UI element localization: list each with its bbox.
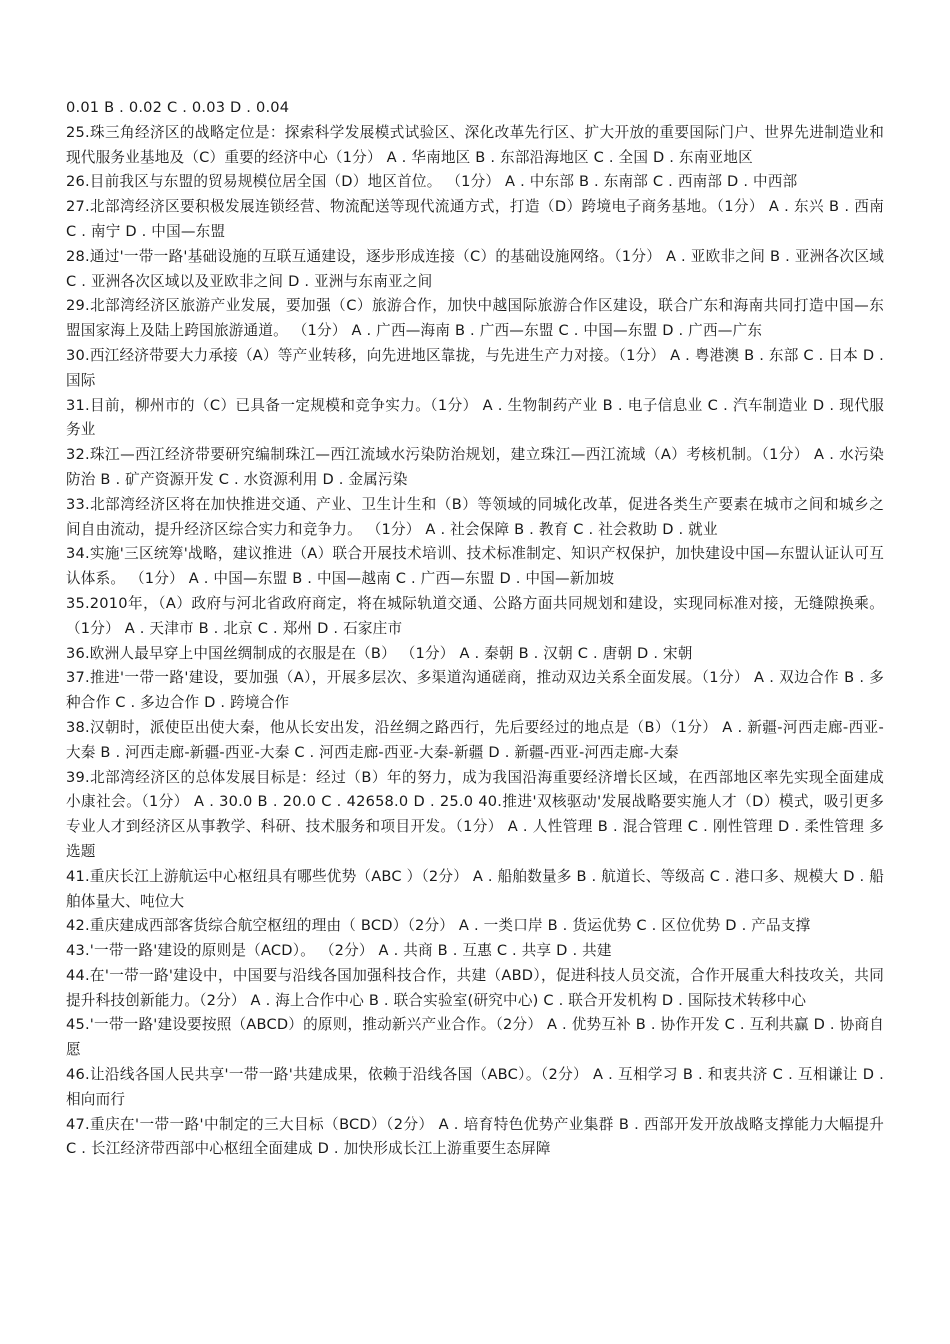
- question-36: 36.欧洲人最早穿上中国丝绸制成的衣服是在（B） （1分） A . 秦朝 B . 汉朝 C . 唐朝 D . 宋朝: [66, 644, 693, 662]
- question-32: 32.珠江—西江经济带要研究编制珠江—西江流域水污染防治规划，建立珠江—西江流域（A）考核机制。（1分） A . 水污染防治 B . 矿产资源开发 C . 水资源利用 D . 金属污染: [66, 446, 884, 488]
- question-33: 33.北部湾经济区将在加快推进交通、产业、卫生计生和（B）等领域的同城化改革，促进各类生产要素在城市之间和城乡之间自由流动，提升经济区综合实力和竞争力。 （1分） A . 社会保障 B . 教育 C . 社会救助 D . 就业: [66, 495, 884, 538]
- question-44: 44.在'一带一路'建设中，中国要与沿线各国加强科技合作，共建（ABD），促进科技人员交流，合作开展重大科技攻关，共同提升科技创新能力。（2分） A . 海上合作中心 B . 联合实验室(研究中心) C . 联合开发机构 D . 国际技术转移中心: [66, 966, 884, 1009]
- answer-options-line: 0.01 B . 0.02 C . 0.03 D . 0.04: [66, 99, 290, 116]
- question-26: 26.目前我区与东盟的贸易规模位居全国（D）地区首位。 （1分） A . 中东部 B . 东南部 C . 西南部 D . 中西部: [66, 173, 798, 191]
- question-37: 37.推进'一带一路'建设，要加强（A），开展多层次、多渠道沟通磋商，推动双边关系全面发展。（1分） A . 双边合作 B . 多种合作 C . 多边合作 D . 跨境合作: [66, 669, 884, 712]
- question-42: 42.重庆建成西部客货综合航空枢纽的理由（ BCD）（2分） A . 一类口岸 B . 货运优势 C . 区位优势 D . 产品支撑: [66, 917, 811, 935]
- question-34: 34.实施'三区统筹'战略，建议推进（A）联合开展技术培训、技术标准制定、知识产权保护，加快建设中国—东盟认证认可互认体系。 （1分） A . 中国—东盟 B . 中国—越南 C . 广西—东盟 D . 中国—新加坡: [66, 545, 884, 588]
- question-46: 46.让沿线各国人民共享'一带一路'共建成果，依赖于沿线各国（ABC）。（2分） A . 互相学习 B . 和衷共济 C . 互相谦让 D . 相向而行: [66, 1066, 884, 1108]
- question-25: 25.珠三角经济区的战略定位是：探索科学发展模式试验区、深化改革先行区、扩大开放的重要国际门户、世界先进制造业和现代服务业基地及（C）重要的经济中心（1分） A . 华南地区 B . 东部沿海地区 C . 全国 D . 东南亚地区: [66, 123, 884, 166]
- question-39-40: 39.北部湾经济区的总体发展目标是：经过（B）年的努力，成为我国沿海重要经济增长区域，在西部地区率先实现全面建成小康社会。（1分） A . 30.0 B . 20.0 C . 42658.0 D . 25.0 40.推进'双核驱动'发展战略要实施人才（D）模式，吸引更多专业人才到经济区从事教学、科研、技术服务和项目开发。（1分） A . 人性管理 B . 混合管理 C . 刚性管理 D . 柔性管理 多选题: [66, 768, 884, 860]
- question-43: 43.'一带一路'建设的原则是（ACD）。 （2分） A . 共商 B . 互惠 C . 共享 D . 共建: [66, 942, 612, 960]
- question-27: 27.北部湾经济区要积极发展连锁经营、物流配送等现代流通方式，打造（D）跨境电子商务基地。（1分） A . 东兴 B . 西南 C . 南宁 D . 中国—东盟: [66, 198, 884, 240]
- question-41: 41.重庆长江上游航运中心枢纽具有哪些优势（ABC ）（2分） A . 船舶数量多 B . 航道长、等级高 C . 港口多、规模大 D . 船舶体量大、吨位大: [66, 867, 884, 910]
- question-31: 31.目前，柳州市的（C）已具备一定规模和竞争实力。（1分） A . 生物制药产业 B . 电子信息业 C . 汽车制造业 D . 现代服务业: [66, 396, 884, 439]
- question-45: 45.'一带一路'建设要按照（ABCD）的原则，推动新兴产业合作。（2分） A . 优势互补 B . 协作开发 C . 互利共赢 D . 协商自愿: [66, 1016, 884, 1059]
- question-35: 35.2010年，（A）政府与河北省政府商定，将在城际轨道交通、公路方面共同规划和建设，实现同标准对接，无缝隙换乘。 （1分） A . 天津市 B . 北京 C . 郑州 D . 石家庄市: [66, 594, 884, 637]
- question-30: 30.西江经济带要大力承接（A）等产业转移，向先进地区靠拢，与先进生产力对接。（1分） A . 粤港澳 B . 东部 C . 日本 D . 国际: [66, 346, 884, 389]
- question-29: 29.北部湾经济区旅游产业发展，要加强（C）旅游合作，加快中越国际旅游合作区建设，联合广东和海南共同打造中国—东盟国家海上及陆上跨国旅游通道。 （1分） A . 广西—海南 B . 广西—东盟 C . 中国—东盟 D . 广西—广东: [66, 297, 884, 340]
- question-28: 28.通过'一带一路'基础设施的互联互通建设，逐步形成连接（C）的基础设施网络。（1分） A . 亚欧非之间 B . 亚洲各次区域 C . 亚洲各次区域以及亚欧非之间 D . 亚洲与东南亚之间: [66, 247, 884, 290]
- question-47: 47.重庆在'一带一路'中制定的三大目标（BCD）（2分） A . 培育特色优势产业集群 B . 西部开发开放战略支撑能力大幅提升 C . 长江经济带西部中心枢纽全面建成 D . 加快形成长江上游重要生态屏障: [66, 1115, 884, 1158]
- question-38: 38.汉朝时，派使臣出使大秦，他从长安出发，沿丝绸之路西行，先后要经过的地点是（B）（1分） A . 新疆-河西走廊-西亚-大秦 B . 河西走廊-新疆-西亚-大秦 C . 河西走廊-西亚-大秦-新疆 D . 新疆-西亚-河西走廊-大秦: [66, 718, 884, 761]
